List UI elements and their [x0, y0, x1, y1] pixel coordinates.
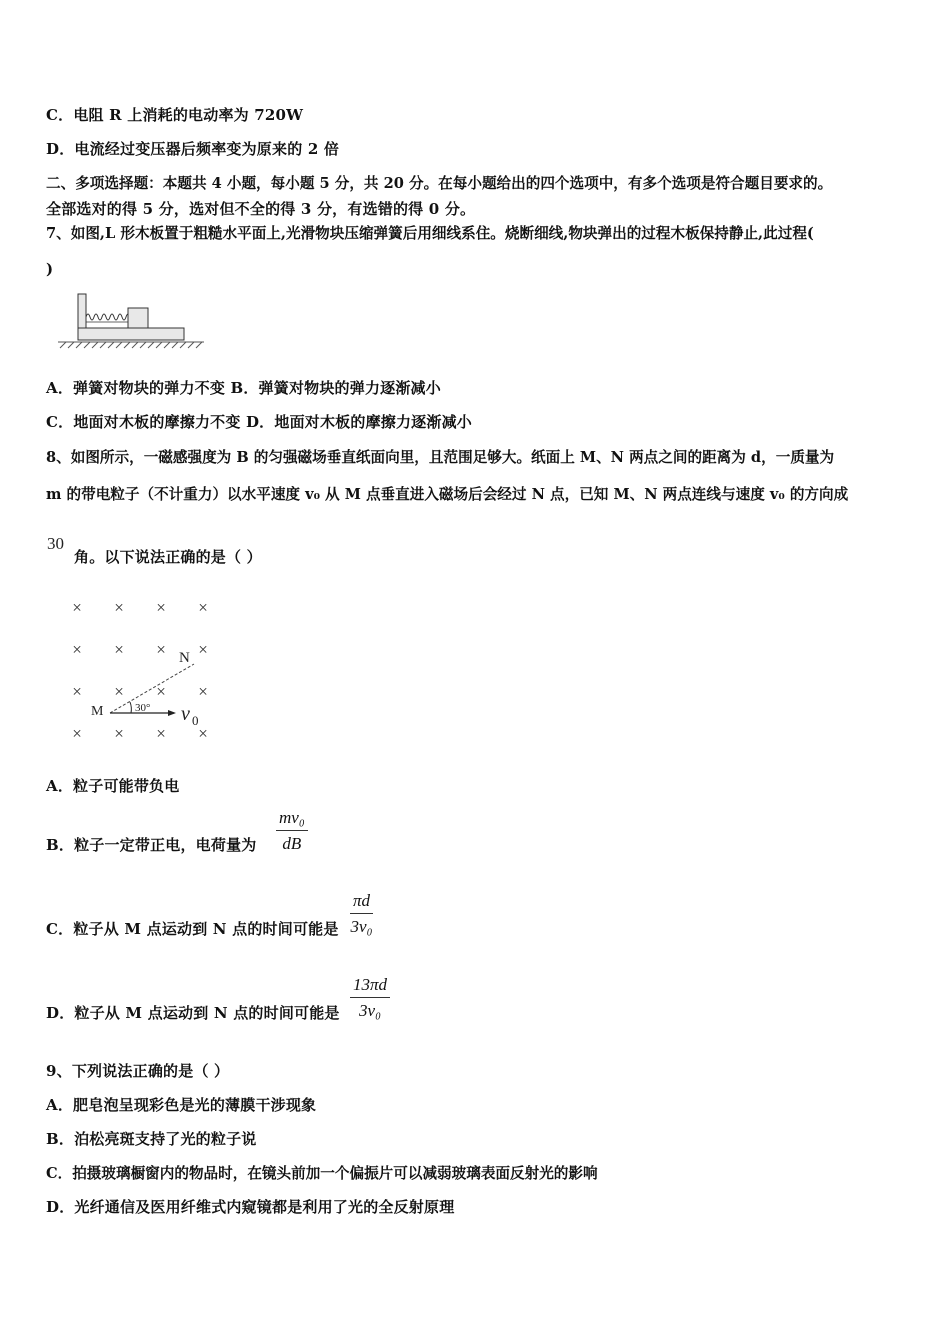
- q8-option-d-fraction: [350, 975, 390, 1021]
- field-cross: ×: [114, 598, 124, 617]
- q8-option-a: A．粒子可能带负电: [46, 777, 180, 795]
- fraction-denominator: 3v₀: [350, 917, 373, 936]
- label-v-subscript: 0: [192, 713, 199, 728]
- field-cross: ×: [156, 640, 166, 659]
- q8-stem-line1: 8、如图所示，一磁感强度为 B 的匀强磁场垂直纸面向里，且范围足够大。纸面上 M、N 两点之间的距离为 d，一质量为: [46, 449, 835, 466]
- q8-stem-line2: m 的带电粒子（不计重力）以水平速度 v₀ 从 M 点垂直进入磁场后会经过 N 点，已知 M、N 两点连线与速度 v₀ 的方向成: [46, 486, 849, 503]
- q7-stem: 7、如图,L 形木板置于粗糙水平面上,光滑物块压缩弹簧后用细线系住。烧断细线,物块弹出的过程木板保持静止,此过程(: [46, 225, 814, 242]
- field-cross: ×: [114, 682, 124, 701]
- field-cross: ×: [198, 640, 208, 659]
- field-cross: ×: [72, 598, 82, 617]
- field-cross: ×: [156, 598, 166, 617]
- q6-option-d: D．电流经过变压器后频率变为原来的 2 倍: [46, 140, 340, 158]
- fraction-numerator: mv₀: [276, 808, 308, 831]
- q7-figure: [56, 290, 206, 350]
- q9-option-d: D．光纤通信及医用纤维式内窥镜都是利用了光的全反射原理: [46, 1198, 455, 1216]
- q7-options-cd: C．地面对木板的摩擦力不变 D．地面对木板的摩擦力逐渐减小: [46, 413, 472, 431]
- q8-option-b: B．粒子一定带正电，电荷量为: [46, 836, 257, 854]
- section2-scoring: 全部选对的得 5 分，选对但不全的得 3 分，有选错的得 0 分。: [46, 200, 476, 218]
- q7-options-ab: A．弹簧对物块的弹力不变 B．弹簧对物块的弹力逐渐减小: [46, 379, 441, 397]
- fraction-denominator: 3v₀: [359, 1001, 381, 1020]
- label-m: M: [91, 704, 104, 719]
- q8-option-c: C．粒子从 M 点运动到 N 点的时间可能是: [46, 920, 339, 938]
- field-cross: ×: [114, 640, 124, 659]
- field-cross: ×: [156, 724, 166, 743]
- q8-figure: [60, 592, 230, 752]
- q6-option-c: C．电阻 R 上消耗的电动率为 720W: [46, 106, 304, 124]
- q9-stem: 9、下列说法正确的是（ ）: [46, 1062, 230, 1080]
- fraction-denominator: dB: [282, 834, 302, 853]
- q8-angle-value: 30: [47, 534, 64, 553]
- angle-arc: [130, 702, 131, 713]
- q8-option-b-fraction: [276, 808, 308, 854]
- fraction-numerator: πd: [350, 891, 373, 914]
- q8-option-d: D．粒子从 M 点运动到 N 点的时间可能是: [46, 1004, 340, 1022]
- section2-instructions: 二、多项选择题：本题共 4 小题，每小题 5 分，共 20 分。在每小题给出的四个选项中，有多个选项是符合题目要求的。: [46, 175, 833, 192]
- field-cross: ×: [198, 598, 208, 617]
- field-cross: ×: [198, 724, 208, 743]
- block: [128, 308, 148, 328]
- q9-option-c: C．拍摄玻璃橱窗内的物品时，在镜头前加一个偏振片可以减弱玻璃表面反射光的影响: [46, 1165, 598, 1182]
- fraction-numerator: 13πd: [350, 975, 390, 998]
- label-angle: 30°: [135, 702, 151, 714]
- q9-option-b: B．泊松亮斑支持了光的粒子说: [46, 1130, 257, 1148]
- field-cross: ×: [72, 682, 82, 701]
- field-cross: ×: [72, 724, 82, 743]
- q9-option-a: A．肥皂泡呈现彩色是光的薄膜干涉现象: [46, 1096, 317, 1114]
- arrow-head: [168, 710, 176, 716]
- q7-stem-end: ): [46, 260, 54, 278]
- field-cross: ×: [156, 682, 166, 701]
- q8-stem-line3: 角。以下说法正确的是（ ）: [74, 548, 262, 566]
- label-v: v: [181, 703, 190, 725]
- q8-option-c-fraction: [350, 891, 373, 937]
- ground-hatching: [58, 342, 204, 348]
- label-n: N: [179, 650, 190, 666]
- field-cross: ×: [72, 640, 82, 659]
- field-cross: ×: [198, 682, 208, 701]
- field-cross: ×: [114, 724, 124, 743]
